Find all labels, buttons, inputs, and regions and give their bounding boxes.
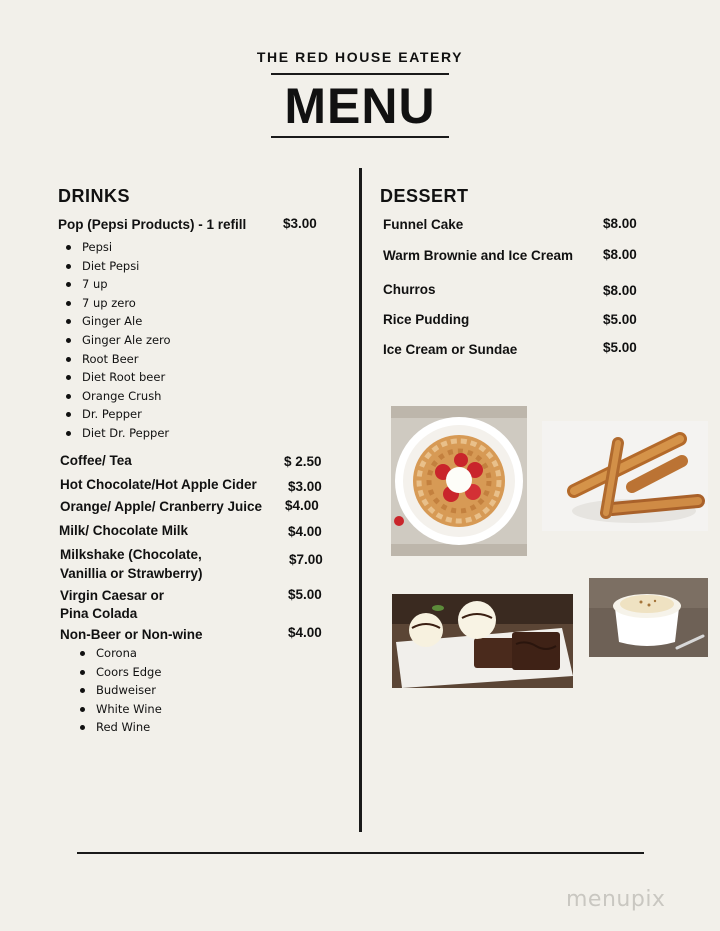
list-item: Diet Dr. Pepper bbox=[82, 424, 171, 443]
dessert-item-name: Rice Pudding bbox=[383, 312, 470, 327]
drink-item-name-line1: Milkshake (Chocolate, bbox=[60, 547, 202, 562]
list-item: Budweiser bbox=[96, 681, 162, 700]
dessert-item-price: $8.00 bbox=[603, 216, 637, 231]
title-top-rule bbox=[271, 73, 449, 75]
non-alcoholic-price: $4.00 bbox=[288, 625, 322, 640]
dessert-item-name: Warm Brownie and Ice Cream bbox=[383, 248, 574, 263]
list-item: Coors Edge bbox=[96, 663, 162, 682]
list-item: Red Wine bbox=[96, 718, 162, 737]
non-alcoholic-name: Non-Beer or Non-wine bbox=[60, 627, 203, 642]
drink-item-price: $4.00 bbox=[288, 524, 322, 539]
drink-item-price: $7.00 bbox=[289, 552, 323, 567]
list-item: Root Beer bbox=[82, 350, 171, 369]
column-divider bbox=[359, 168, 362, 832]
dessert-item-name: Funnel Cake bbox=[383, 217, 464, 232]
watermark: menupix bbox=[566, 887, 666, 912]
list-item: White Wine bbox=[96, 700, 162, 719]
dessert-item-name: Churros bbox=[383, 282, 436, 297]
drink-item-name-line1: Virgin Caesar or bbox=[60, 588, 165, 603]
funnel-cake-photo bbox=[391, 406, 527, 556]
page-title: MENU bbox=[284, 78, 436, 134]
drink-item-name-line2: Pina Colada bbox=[60, 606, 138, 621]
drink-item-price: $5.00 bbox=[288, 587, 322, 602]
restaurant-name: THE RED HOUSE EATERY bbox=[256, 49, 464, 65]
list-item: Dr. Pepper bbox=[82, 405, 171, 424]
list-item: Diet Root beer bbox=[82, 368, 171, 387]
dessert-heading: DESSERT bbox=[380, 186, 469, 206]
drink-item-name: Milk/ Chocolate Milk bbox=[59, 523, 189, 538]
pop-item-price: $3.00 bbox=[283, 216, 317, 231]
dessert-item-price: $8.00 bbox=[603, 247, 637, 262]
churros-photo bbox=[542, 421, 708, 531]
dessert-item-name: Ice Cream or Sundae bbox=[383, 342, 518, 357]
dessert-item-price: $8.00 bbox=[603, 283, 637, 298]
rice-pudding-photo bbox=[589, 578, 708, 657]
list-item: Corona bbox=[96, 644, 162, 663]
pop-options-list bbox=[82, 238, 171, 443]
drink-item-price: $4.00 bbox=[285, 498, 319, 513]
title-bottom-rule bbox=[271, 136, 449, 138]
dessert-item-price: $5.00 bbox=[603, 312, 637, 327]
drink-item-price: $3.00 bbox=[288, 479, 322, 494]
brownie-ice-cream-photo bbox=[392, 594, 573, 688]
list-item: Orange Crush bbox=[82, 387, 171, 406]
list-item: Diet Pepsi bbox=[82, 257, 171, 276]
list-item: Ginger Ale bbox=[82, 312, 171, 331]
non-alcoholic-options-list bbox=[96, 644, 162, 737]
dessert-item-price: $5.00 bbox=[603, 340, 637, 355]
list-item: 7 up bbox=[82, 275, 171, 294]
pop-item-name: Pop (Pepsi Products) - 1 refill bbox=[58, 217, 247, 232]
drink-item-name: Orange/ Apple/ Cranberry Juice bbox=[60, 499, 263, 514]
list-item: 7 up zero bbox=[82, 294, 171, 313]
footer-rule bbox=[77, 852, 644, 854]
drink-item-price: $ 2.50 bbox=[284, 454, 322, 469]
drink-item-name-line2: Vanillia or Strawberry) bbox=[60, 566, 203, 581]
drink-item-name: Coffee/ Tea bbox=[60, 453, 132, 468]
drinks-heading: DRINKS bbox=[58, 186, 131, 206]
drink-item-name: Hot Chocolate/Hot Apple Cider bbox=[60, 477, 257, 492]
list-item: Ginger Ale zero bbox=[82, 331, 171, 350]
list-item: Pepsi bbox=[82, 238, 171, 257]
